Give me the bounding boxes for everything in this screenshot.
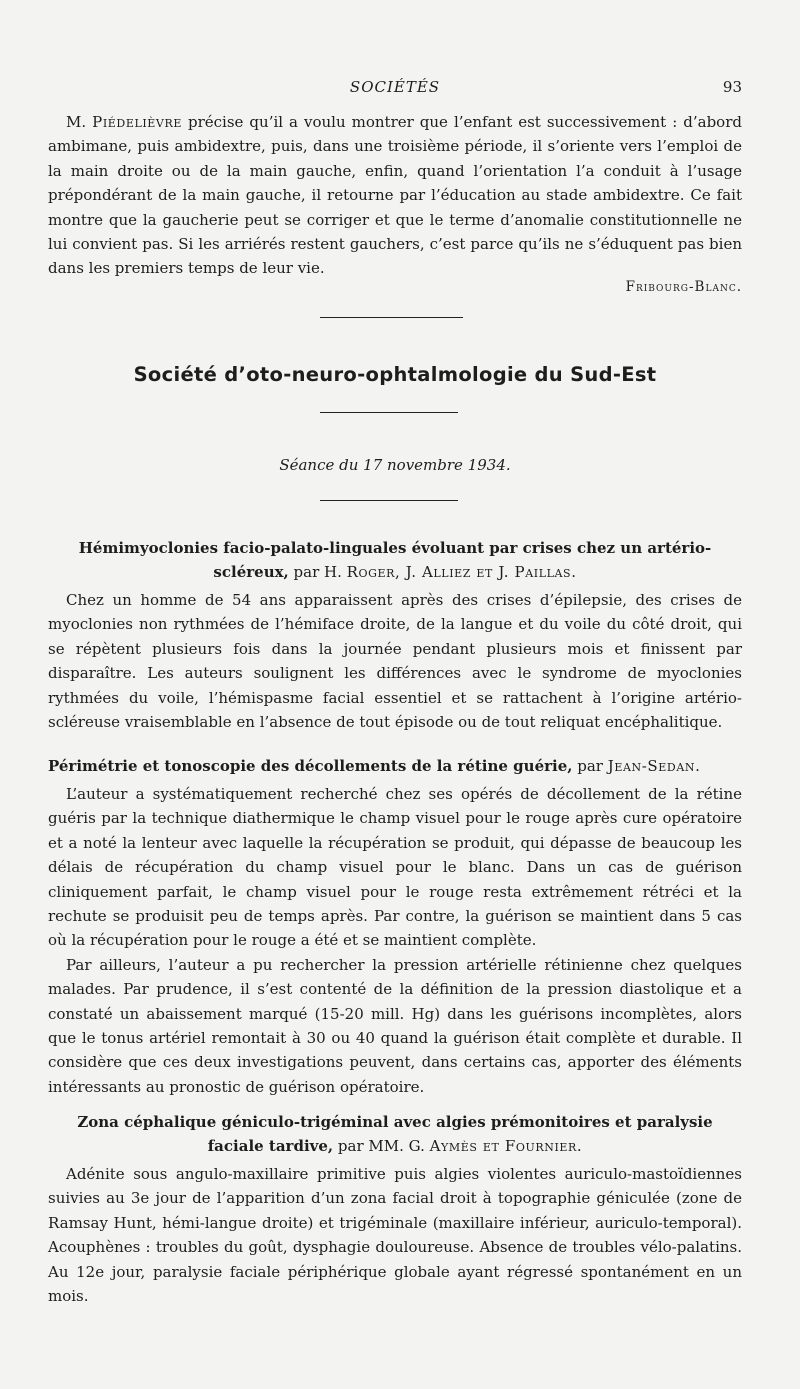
article-2-byline-prefix: par [572,757,608,775]
article-1-byline-prefix: par H. [288,563,347,581]
article-2-title: Périmétrie et tonoscopie des décollements de la rétine guérie, [48,757,573,775]
seance-date: Séance du 17 novembre 1934. [279,456,511,474]
signature: Fribourg-Blanc. [625,279,742,295]
article-1 [48,536,742,734]
article-2 [48,754,742,1099]
running-title: SOCIÉTÉS [349,78,441,96]
article-3-authors: Aymès et Fournier. [429,1137,583,1155]
article-3-title-line [48,1110,742,1158]
article-1-paragraph: Chez un homme de 54 ans apparaissent après des crises d’épilepsie, des crises de myoclonies non rythmées de l’hémiface droite, de la langue et du voile du côté droit, qui se répètent plusieurs fois dans la journée pendant plusieurs mois et finissent par disparaître. Les auteurs soulignent les différences avec le syndrome de myoclonies rythmées du voile, l’hémispasme facial essentiel et se rattachent à l’origine artério-scléreuse vraisemblable en l’absence de tout épisode ou de tout reliquat encéphalitique. [48,591,742,732]
intro-author: Piédelièvre [92,113,182,131]
intro-paragraph-block [48,110,742,281]
article-3-title: Zona céphalique géniculo-trigéminal avec algies prémonitoires et paralysie faciale tardive, [77,1113,713,1155]
article-2-paragraph-1: L’auteur a systématiquement recherché chez ses opérés de décollement de la rétine guéris par la technique diathermique le champ visuel pour le rouge après cure opératoire et a noté la lenteur avec laquelle la récupération se produit, qui dépasse de beaucoup les délais de récupération du champ visuel pour le blanc. Dans un cas de guérison cliniquement parfait, le champ visuel pour le rouge resta extrêmement rétréci et la rechute se produisit peu de temps après. Par contre, la guérison se maintient dans 5 cas où la récupération pour le rouge a été et se maintient complète. [48,785,742,950]
article-1-title-line [48,536,742,584]
title-divider [320,412,458,413]
intro-paragraph [48,110,742,281]
page-number: 93 [722,78,742,96]
article-2-authors: Jean-Sedan. [607,757,701,775]
seance-divider [320,500,458,501]
article-2-title-line [48,754,742,778]
article-2-paragraph-2: Par ailleurs, l’auteur a pu rechercher la pression artérielle rétinienne chez quelques malades. Par prudence, il s’est contenté de la définition de la pression diastolique et a constaté un abaissement marqué (15-20 mill. Hg) dans les guérisons incomplètes, alors que le tonus artériel remontait à 30 ou 40 quand la guérison était complète et durable. Il considère que ces deux investigations peuvent, dans certains cas, apporter des éléments intéressants au pronostic de guérison opératoire. [48,955,742,1096]
society-title: Société d’oto-neuro-ophtalmologie du Sud-Est [133,363,657,386]
article-3 [48,1110,742,1308]
section-divider [320,317,463,318]
intro-text: précise qu’il a voulu montrer que l’enfant est successivement : d’abord ambimane, puis ambidextre, puis, dans une troisième période, il s’oriente vers l’emploi de la main droite ou de la main gauche, enfin, quand l’orientation l’a conduit à l’usage prépondérant de la main gauche, il retourne par l’éducation au stade ambidextre. Ce fait montre que la gaucherie peut se corriger et que le terme d’anomalie constitutionnelle ne lui convient pas. Si les arriérés restent gauchers, c’est parce qu’ils ne s’éduquent pas bien dans les premiers temps de leur vie. [48,113,742,278]
article-1-authors: Roger, J. Alliez et J. Paillas. [346,563,577,581]
article-1-title: Hémimyoclonies facio-palato-linguales évoluant par crises chez un artério-scléreux, [78,539,712,581]
intro-author-prefix: M. [66,113,93,131]
article-3-paragraph: Adénite sous angulo-maxillaire primitive puis algies violentes auriculo-mastoïdiennes suivies au 3e jour de l’apparition d’un zona facial droit à topographie géniculée (zone de Ramsay Hunt, hémi-langue droite) et trigéminale (maxillaire inférieur, auriculo-temporal). Acouphènes : troubles du goût, dysphagie douloureuse. Absence de troubles vélo-palatins. Au 12e jour, paralysie faciale périphérique globale ayant régressé spontanément en un mois. [48,1165,742,1306]
page-header [48,78,742,98]
article-3-byline-prefix: par MM. G. [333,1137,430,1155]
